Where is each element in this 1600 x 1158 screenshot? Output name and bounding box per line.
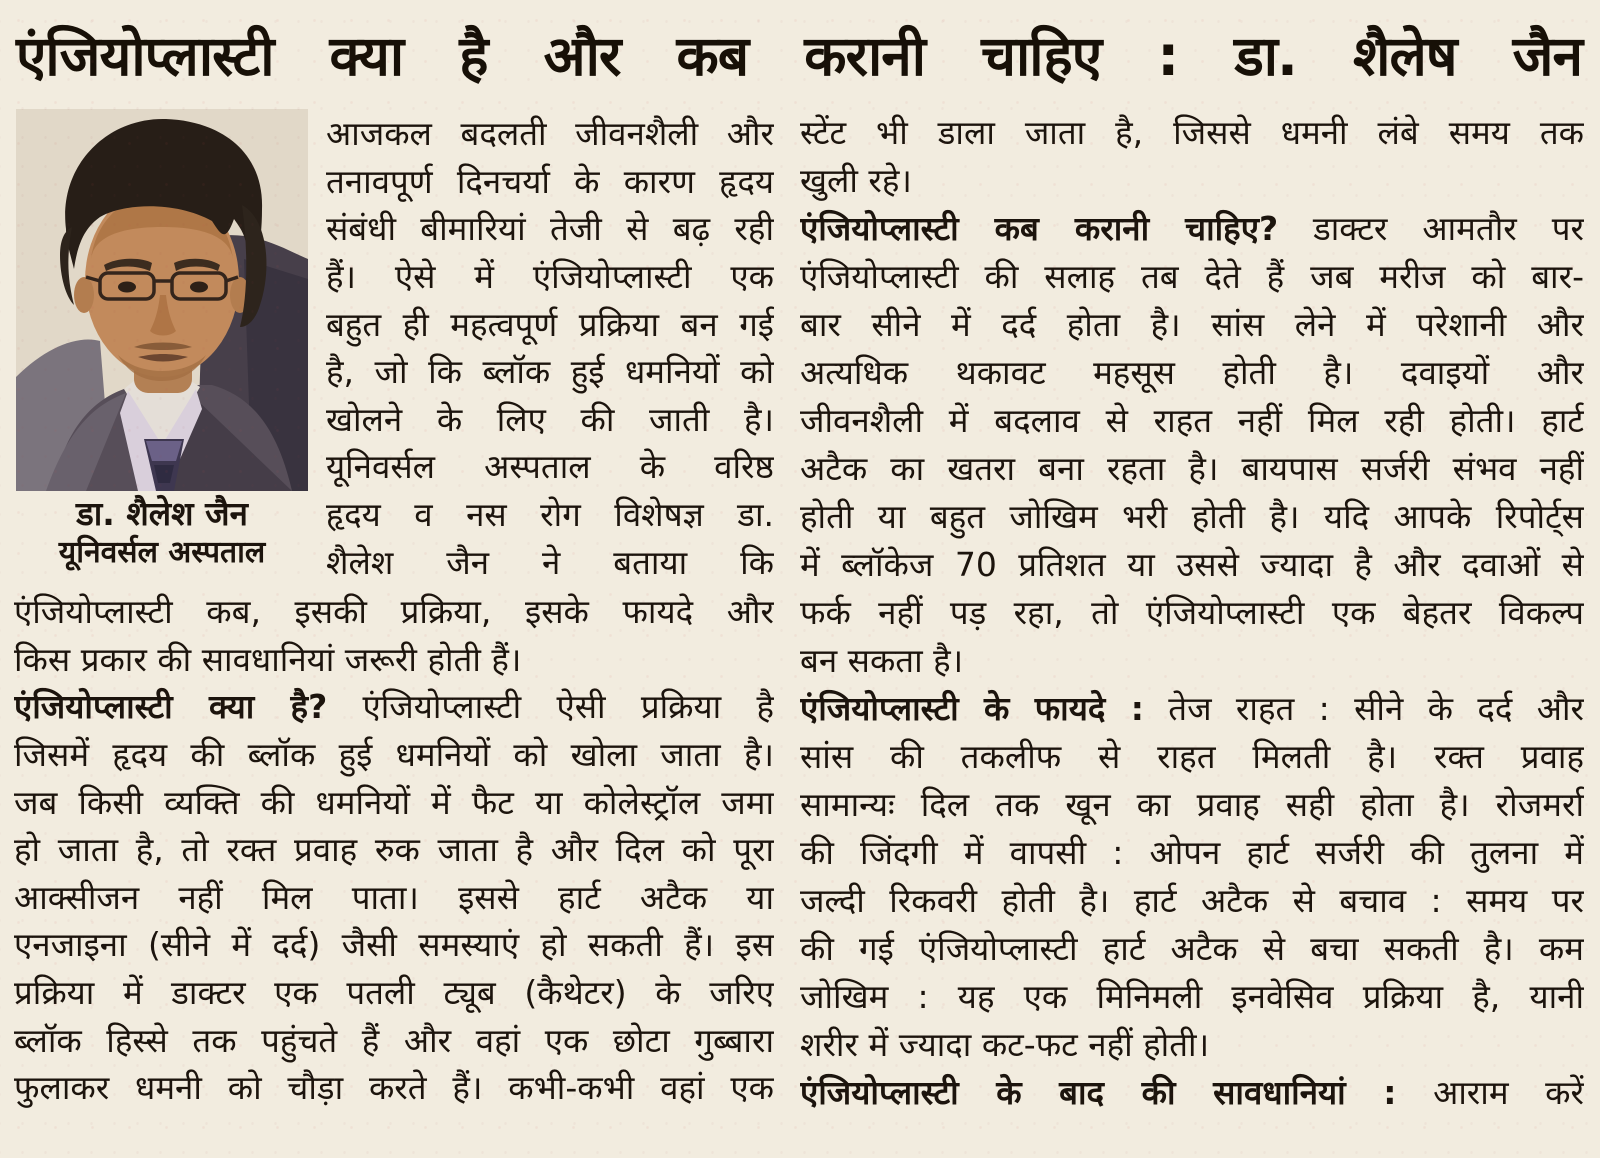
text-line: हैं। ऐसे में एंजियोप्लास्टी एक <box>326 257 774 297</box>
text-line: एंजियोप्लास्टी कब करानी चाहिए? डाक्टर आमतौर पर <box>800 209 1584 249</box>
left-column <box>14 109 774 1111</box>
text-line: शैलेश जैन ने बताया कि <box>326 542 774 582</box>
text-line: एनजाइना (सीने में दर्द) जैसी समस्याएं हो सकती हैं। इस <box>14 925 774 965</box>
text-line: सामान्यः दिल तक खून का प्रवाह सही होता है। रोजमर्रा <box>800 785 1584 825</box>
text-line: सांस की तकलीफ से राहत मिलती है। रक्त प्रवाह <box>800 737 1584 777</box>
text-line: तनावपूर्ण दिनचर्या के कारण हृदय <box>326 161 774 201</box>
text-line: जब किसी व्यक्ति की धमनियों में फैट या कोलेस्ट्रॉल जमा <box>14 782 774 822</box>
photo-caption-name: डा. शैलेश जैन <box>76 494 248 534</box>
doctor-photo <box>16 109 308 491</box>
text-line: हो जाता है, तो रक्त प्रवाह रुक जाता है और दिल को पूरा <box>14 830 774 870</box>
text-line: आक्सीजन नहीं मिल पाता। इससे हार्ट अटैक या <box>14 877 774 917</box>
text-line: अटैक का खतरा बना रहता है। बायपास सर्जरी संभव नहीं <box>800 449 1584 489</box>
article-headline: एंजियोप्लास्टी क्या है और कब करानी चाहिए : डा. शैलेष जैन <box>16 24 1582 88</box>
text-line: आजकल बदलती जीवनशैली और <box>326 114 774 154</box>
text-line: जोखिम : यह एक मिनिमली इनवेसिव प्रक्रिया है, यानी <box>800 977 1584 1017</box>
text-line: एंजियोप्लास्टी की सलाह तब देते हैं जब मरीज को बार- <box>800 257 1584 297</box>
text-line: फर्क नहीं पड़ रहा, तो एंजियोप्लास्टी एक बेहतर विकल्प <box>800 593 1584 633</box>
text-line: एंजियोप्लास्टी के बाद की सावधानियां : आराम करें <box>800 1073 1584 1113</box>
text-line: की जिंदगी में वापसी : ओपन हार्ट सर्जरी की तुलना में <box>800 833 1584 873</box>
text-line: की गई एंजियोप्लास्टी हार्ट अटैक से बचा सकती है। कम <box>800 929 1584 969</box>
text-line: में ब्लॉकेज 70 प्रतिशत या उससे ज्यादा है और दवाओं से <box>800 545 1584 585</box>
text-line: प्रक्रिया में डाक्टर एक पतली ट्यूब (कैथेटर) के जरिए <box>14 972 774 1012</box>
text-line: स्टेंट भी डाला जाता है, जिससे धमनी लंबे समय तक <box>800 113 1584 153</box>
text-line: बन सकता है। <box>800 641 964 681</box>
text-line: एंजियोप्लास्टी के फायदे : तेज राहत : सीने के दर्द और <box>800 689 1584 729</box>
text-line: बहुत ही महत्वपूर्ण प्रक्रिया बन गई <box>326 304 774 344</box>
text-line: जीवनशैली में बदलाव से राहत नहीं मिल रही होती। हार्ट <box>800 401 1584 441</box>
text-line: अत्यधिक थकावट महसूस होती है। दवाइयों और <box>800 353 1584 393</box>
text-line: संबंधी बीमारियां तेजी से बढ़ रही <box>326 209 774 249</box>
text-line: फुलाकर धमनी को चौड़ा करते हैं। कभी-कभी वहां एक <box>14 1068 774 1108</box>
text-line: एंजियोप्लास्टी कब, इसकी प्रक्रिया, इसके फायदे और <box>14 592 774 632</box>
text-line: शरीर में ज्यादा कट-फट नहीं होती। <box>800 1025 1210 1065</box>
photo-block <box>14 109 310 586</box>
text-line: खुली रहे। <box>800 161 912 201</box>
text-line: होती या बहुत जोखिम भरी होती है। यदि आपके रिपोर्ट्स <box>800 497 1584 537</box>
text-line: जिसमें हृदय की ब्लॉक हुई धमनियों को खोला जाता है। <box>14 734 774 774</box>
text-line: किस प्रकार की सावधानियां जरूरी होती हैं। <box>14 639 522 679</box>
text-line: खोलने के लिए की जाती है। <box>326 399 774 439</box>
photo-caption-org: यूनिवर्सल अस्पताल <box>58 534 266 570</box>
right-column <box>800 109 1584 1117</box>
text-line: है, जो कि ब्लॉक हुई धमनियों को <box>326 352 774 392</box>
text-line: एंजियोप्लास्टी क्या है? एंजियोप्लास्टी ऐसी प्रक्रिया है <box>14 687 774 727</box>
text-line: बार सीने में दर्द होता है। सांस लेने में परेशानी और <box>800 305 1584 345</box>
left-wrap-text <box>326 109 774 586</box>
text-line: ब्लॉक हिस्से तक पहुंचते हैं और वहां एक छोटा गुब्बारा <box>14 1020 774 1060</box>
text-line: यूनिवर्सल अस्पताल के वरिष्ठ <box>326 447 774 487</box>
left-full-text <box>14 588 774 1112</box>
text-line: हृदय व नस रोग विशेषज्ञ डा. <box>326 495 774 534</box>
text-line: जल्दी रिकवरी होती है। हार्ट अटैक से बचाव : समय पर <box>800 881 1584 921</box>
article-columns <box>14 109 1584 1117</box>
